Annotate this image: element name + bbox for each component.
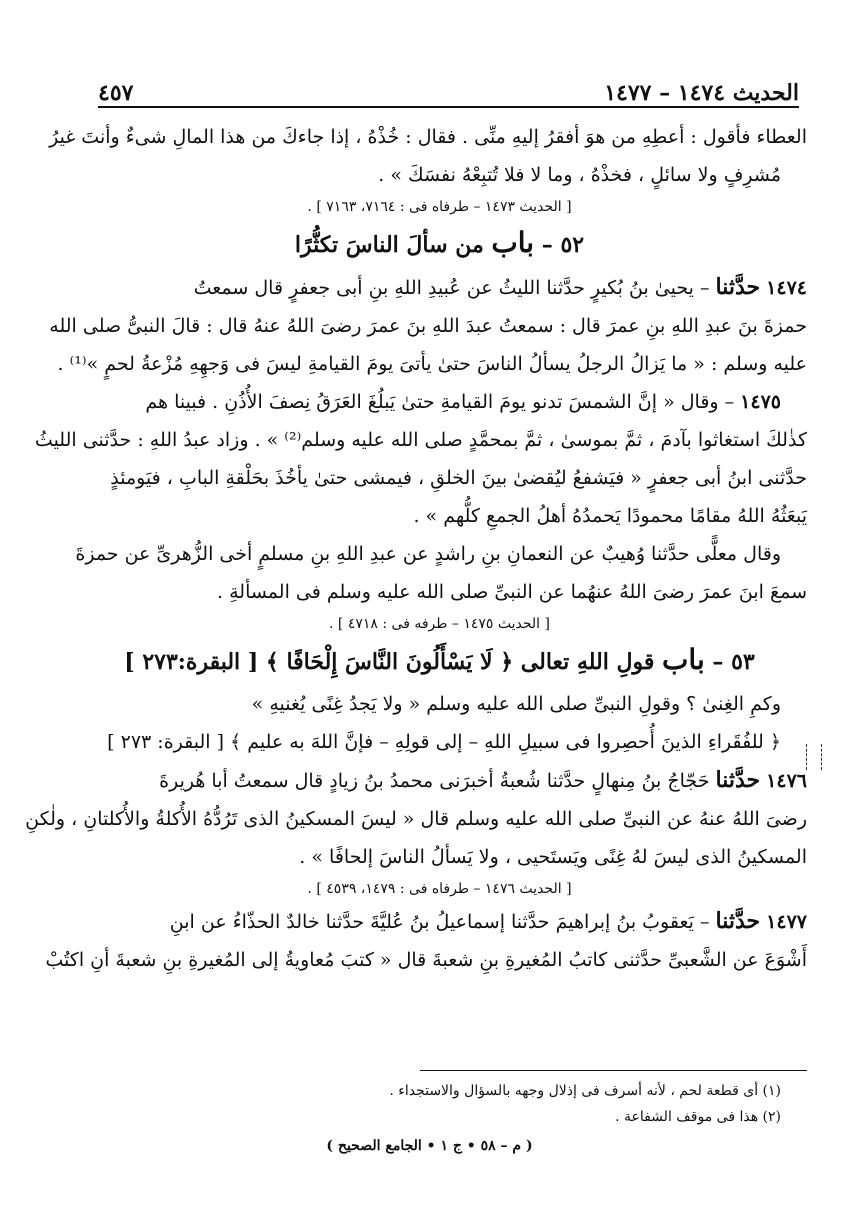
hadith-number: ١٤٧٦: [766, 770, 807, 792]
page-header: [98, 70, 799, 108]
bab-label: باب: [662, 643, 705, 676]
hadith-1475: [72, 383, 807, 421]
footnote: (٢) هذا فى موقف الشفاعة .: [615, 1109, 781, 1125]
text-line: حدَّثنى ابنُ أبى جعفرٍ « فيَشفعُ ليُقضىٰ بينَ الخلقِ ، فيمشى حتىٰ يأخُذَ بحَلْقةِ البابِ ، فيَومئذٍ: [110, 467, 807, 489]
chapter-number: ٥٣ –: [712, 649, 755, 675]
chapter-number: ٥٢ –: [541, 232, 585, 258]
text-line: – وقال « إنَّ الشمسَ تدنو يومَ القيامةِ حتىٰ يَبلُغَ العَرَقُ نِصفَ الأُذُنِ . فبينا هم: [145, 391, 735, 413]
running-title: الحديث ١٤٧٤ – ١٤٧٧: [604, 80, 799, 106]
hadith-number: ١٤٧٥: [740, 391, 781, 413]
cross-reference: [ الحديث ١٤٧٥ – طرفه فى : ٤٧١٨ ] .: [329, 616, 550, 632]
cross-reference: [ الحديث ١٤٧٣ – طرفاه فى : ٧١٦٤، ٧١٦٣ ] .: [307, 199, 572, 215]
text-line: كذٰلكَ استغاثوا بآدمَ ، ثمَّ بموسىٰ ، ثمَّ بمحمَّدٍ صلى الله عليه وسلم⁽²⁾ » . وزاد عبدُ اللهِ : حدَّثنى الليثُ: [34, 429, 807, 451]
text-line: وكمِ الغِنىٰ ؟ وقولِ النبىِّ صلى الله عليه وسلم « ولا يَجدُ غِنًى يُغنيهِ »: [251, 693, 781, 715]
text-line: عليه وسلم : « ما يَزالُ الرجلُ يسألُ الناسَ حتىٰ يأتىَ يومَ القيامةِ ليسَ فى وَجهِهِ مُزْعةُ لحمٍ »⁽¹⁾ .: [57, 353, 807, 375]
chapter-title: من سألَ الناسَ تكثُّرًا: [294, 232, 484, 258]
signature-mark: ( م – ٥٨ • ج ١ • الجامع الصحيح ): [326, 1138, 533, 1154]
text-line: – يَعقوبُ بنُ إبراهيمَ حدَّثنا إسماعيلُ بنُ عُليَّةَ حدَّثنا خالدٌ الحذّاءُ عن ابنِ: [169, 911, 710, 933]
haddathana-label: حدَّثنا: [715, 767, 761, 793]
haddathana-label: حدَّثنا: [715, 274, 761, 300]
footnotes: [72, 1078, 781, 1130]
hadith-number: ١٤٧٤: [766, 277, 807, 299]
chapter-heading-53: [72, 637, 807, 685]
text-line: حَجّاجُ بنُ مِنهالٍ حدَّثنا شُعبةُ أخبرَنى محمدُ بنُ زيادٍ قال سمعتُ أبا هُريرةَ: [159, 770, 710, 792]
footnote-separator: [420, 1070, 807, 1071]
text-line: أَشْوَعَ عن الشَّعبىِّ حدَّثنى كاتبُ المُغيرةِ بنِ شعبةَ قال « كتبَ مُعاويةُ إلى المُغيرةِ بنِ شعبةَ أنِ اكتُبْ: [45, 949, 807, 971]
text-line: حمزةَ بنَ عبدِ اللهِ بنِ عمرَ قال : سمعتُ عبدَ اللهِ بنَ عمرَ رضىَ اللهُ عنهُ قال : قالَ النبىُّ صلى الله: [49, 315, 807, 337]
chapter-title: قولِ اللهِ تعالى ﴿ لَا يَسْأَلُونَ النَّاسَ إِلْحَافًا ﴾ [ البقرة:٢٧٣ ]: [124, 649, 655, 675]
hadith-1476: [72, 761, 807, 800]
text-line: يَبعَثُهُ اللهُ مقامًا محمودًا يَحمدُهُ أهلُ الجمعِ كلُّهم » .: [413, 505, 807, 527]
text-line: رضىَ اللهُ عنهُ عن النبىِّ صلى الله عليه وسلم قال « ليسَ المسكينُ الذى تَرُدُّهُ الأُكلةُ والأُكلتانِ ، ولٰكنِ: [25, 808, 807, 830]
text-line: مُشرِفٍ ولا سائلٍ ، فخذْهُ ، وما لا فلا تُتبِعْهُ نفسَكَ » .: [378, 164, 781, 186]
text-line: ﴿ للفُقَراءِ الذينَ أُحصِروا فى سبيلِ اللهِ – إلى قولِهِ – فإنَّ اللهَ به عليم ﴾ [ البقرة: ٢٧٣ ]: [107, 731, 781, 753]
text-line: العطاء فأقول : أعطِهِ من هوَ أفقرُ إليهِ منِّى . فقال : خُذْهُ ، إذا جاءكَ من هذا المالِ شىءٌ وأنتَ غيرُ: [49, 126, 807, 148]
bab-label: باب: [491, 226, 535, 259]
text-line: – يحيىٰ بنُ بُكيرٍ حدَّثنا الليثُ عن عُبيدِ اللهِ بنِ أبى جعفرٍ قال سمعتُ: [193, 277, 710, 299]
text-line: المسكينُ الذى ليسَ لهُ غِنًى ويَستَحيى ، ولا يَسألُ الناسَ إلحافًا » .: [299, 846, 807, 868]
haddathana-label: حدَّثنا: [715, 908, 761, 934]
hadith-1474: [72, 268, 807, 307]
cross-reference: [ الحديث ١٤٧٦ – طرفاه فى : ١٤٧٩، ٤٥٣٩ ] .: [307, 881, 572, 897]
page-body: [25, 118, 807, 979]
text-line: سمعَ ابنَ عمرَ رضىَ اللهُ عنهُما عن النبىِّ صلى الله عليه وسلم فى المسألةِ .: [217, 581, 807, 603]
page-number: ٤٥٧: [98, 80, 134, 106]
footnote: (١) أى قطعة لحم ، لأنه أسرف فى إذلال وجهه بالسؤال والاستجداء .: [389, 1083, 781, 1099]
margin-bracket-icon: [806, 744, 822, 770]
hadith-1477: [72, 902, 807, 941]
hadith-number: ١٤٧٧: [766, 911, 807, 933]
text-line: وقال معلًّى حدَّثنا وُهيبٌ عن النعمانِ بنِ راشدٍ عن عبدِ اللهِ بنِ مسلمٍ أخى الزُّهرىِّ عن حمزةَ: [75, 543, 781, 565]
chapter-heading-52: [72, 220, 807, 268]
